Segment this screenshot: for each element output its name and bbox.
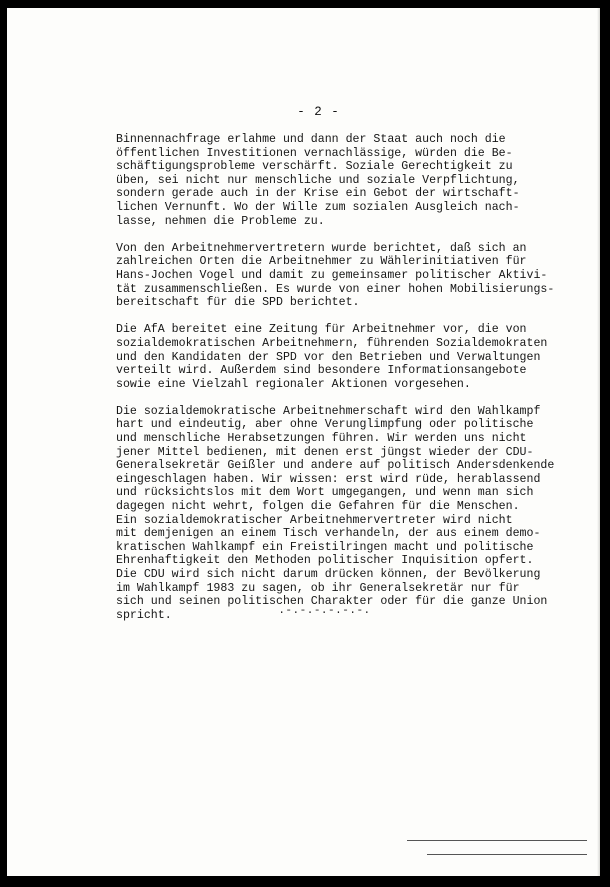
scan-artifact-line (427, 854, 587, 855)
text-line: Von den Arbeitnehmervertretern wurde berichtet, daß sich an (116, 241, 527, 255)
scan-artifact-line (407, 840, 587, 841)
text-line: Die AfA bereitet eine Zeitung für Arbeitnehmer vor, die von (116, 323, 527, 337)
text-line: schäftigungsprobleme verschärft. Soziale Gerechtigkeit zu (116, 160, 513, 174)
text-line: Generalsekretär Geißler und andere auf politisch Andersdenkende (116, 459, 555, 473)
text-line: kratischen Wahlkampf ein Freistilringen macht und politische (116, 540, 534, 554)
text-line: und rücksichtslos mit dem Wort umgegangen, und wenn man sich (116, 486, 534, 500)
text-line: im Wahlkampf 1983 zu sagen, ob ihr Generalsekretär nur für (116, 581, 520, 595)
text-line: eingeschlagen haben. Wir wissen: erst wird rüde, herablassend (116, 472, 541, 486)
text-line: üben, sei nicht nur menschliche und soziale Verpflichtung, (116, 173, 520, 187)
text-line: Die sozialdemokratische Arbeitnehmerschaft wird den Wahlkampf (116, 404, 541, 418)
text-line: tät zusammenschließen. Es wurde von einer hohen Mobilisierungs- (116, 282, 555, 296)
text-line: sondern gerade auch in der Krise ein Gebot der wirtschaft- (116, 187, 520, 201)
text-line: bereitschaft für die SPD berichtet. (116, 296, 360, 310)
text-line: dagegen nicht wehrt, folgen die Gefahren für die Menschen. (116, 500, 520, 514)
text-line: sozialdemokratischen Arbeitnehmern, führenden Sozialdemokraten (116, 336, 548, 350)
text-line: zahlreichen Orten die Arbeitnehmer zu Wählerinitiativen für (116, 255, 527, 269)
paragraph (116, 242, 556, 310)
page-number: - 2 - (297, 105, 340, 119)
text-line: und menschliche Herabsetzungen führen. Wir werden uns nicht (116, 432, 527, 446)
text-line: Ein sozialdemokratischer Arbeitnehmervertreter wird nicht (116, 513, 513, 527)
text-line: und den Kandidaten der SPD vor den Betrieben und Verwaltungen (116, 350, 541, 364)
text-line: spricht. (116, 608, 172, 622)
paragraph (116, 405, 556, 623)
text-line: mit demjenigen an einem Tisch verhandeln, der aus einem demo- (116, 527, 541, 541)
text-line: sowie eine Vielzahl regionaler Aktionen vorgesehen. (116, 377, 471, 391)
text-line: Hans-Jochen Vogel und damit zu gemeinsamer politischer Aktivi- (116, 268, 548, 282)
text-line: lasse, nehmen die Probleme zu. (116, 214, 325, 228)
text-line: Binnennachfrage erlahme und dann der Staat auch noch die (116, 133, 506, 146)
page-edge-shadow (597, 8, 600, 876)
text-line: lichen Vernunft. Wo der Wille zum sozialen Ausgleich nach- (116, 200, 520, 214)
text-line: Die CDU wird sich nicht darum drücken können, der Bevölkerung (116, 568, 541, 581)
text-line: sich und seinen politischen Charakter oder für die ganze Union (116, 595, 548, 609)
paragraph (116, 133, 556, 228)
paragraph (116, 323, 556, 391)
section-separator: .-.-.-.-.-.-. (278, 605, 371, 617)
text-line: öffentlichen Investitionen vernachlässige, würden die Be- (116, 146, 513, 160)
document-page (7, 8, 600, 876)
text-line: verteilt wird. Außerdem sind besondere Informationsangebote (116, 364, 527, 378)
body-text (116, 133, 556, 636)
text-line: Ehrenhaftigkeit den Methoden politischer Inquisition opfert. (116, 554, 534, 568)
text-line: hart und eindeutig, aber ohne Verunglimpfung oder politische (116, 418, 534, 432)
text-line: jener Mittel bedienen, mit denen erst jüngst wieder der CDU- (116, 445, 534, 459)
